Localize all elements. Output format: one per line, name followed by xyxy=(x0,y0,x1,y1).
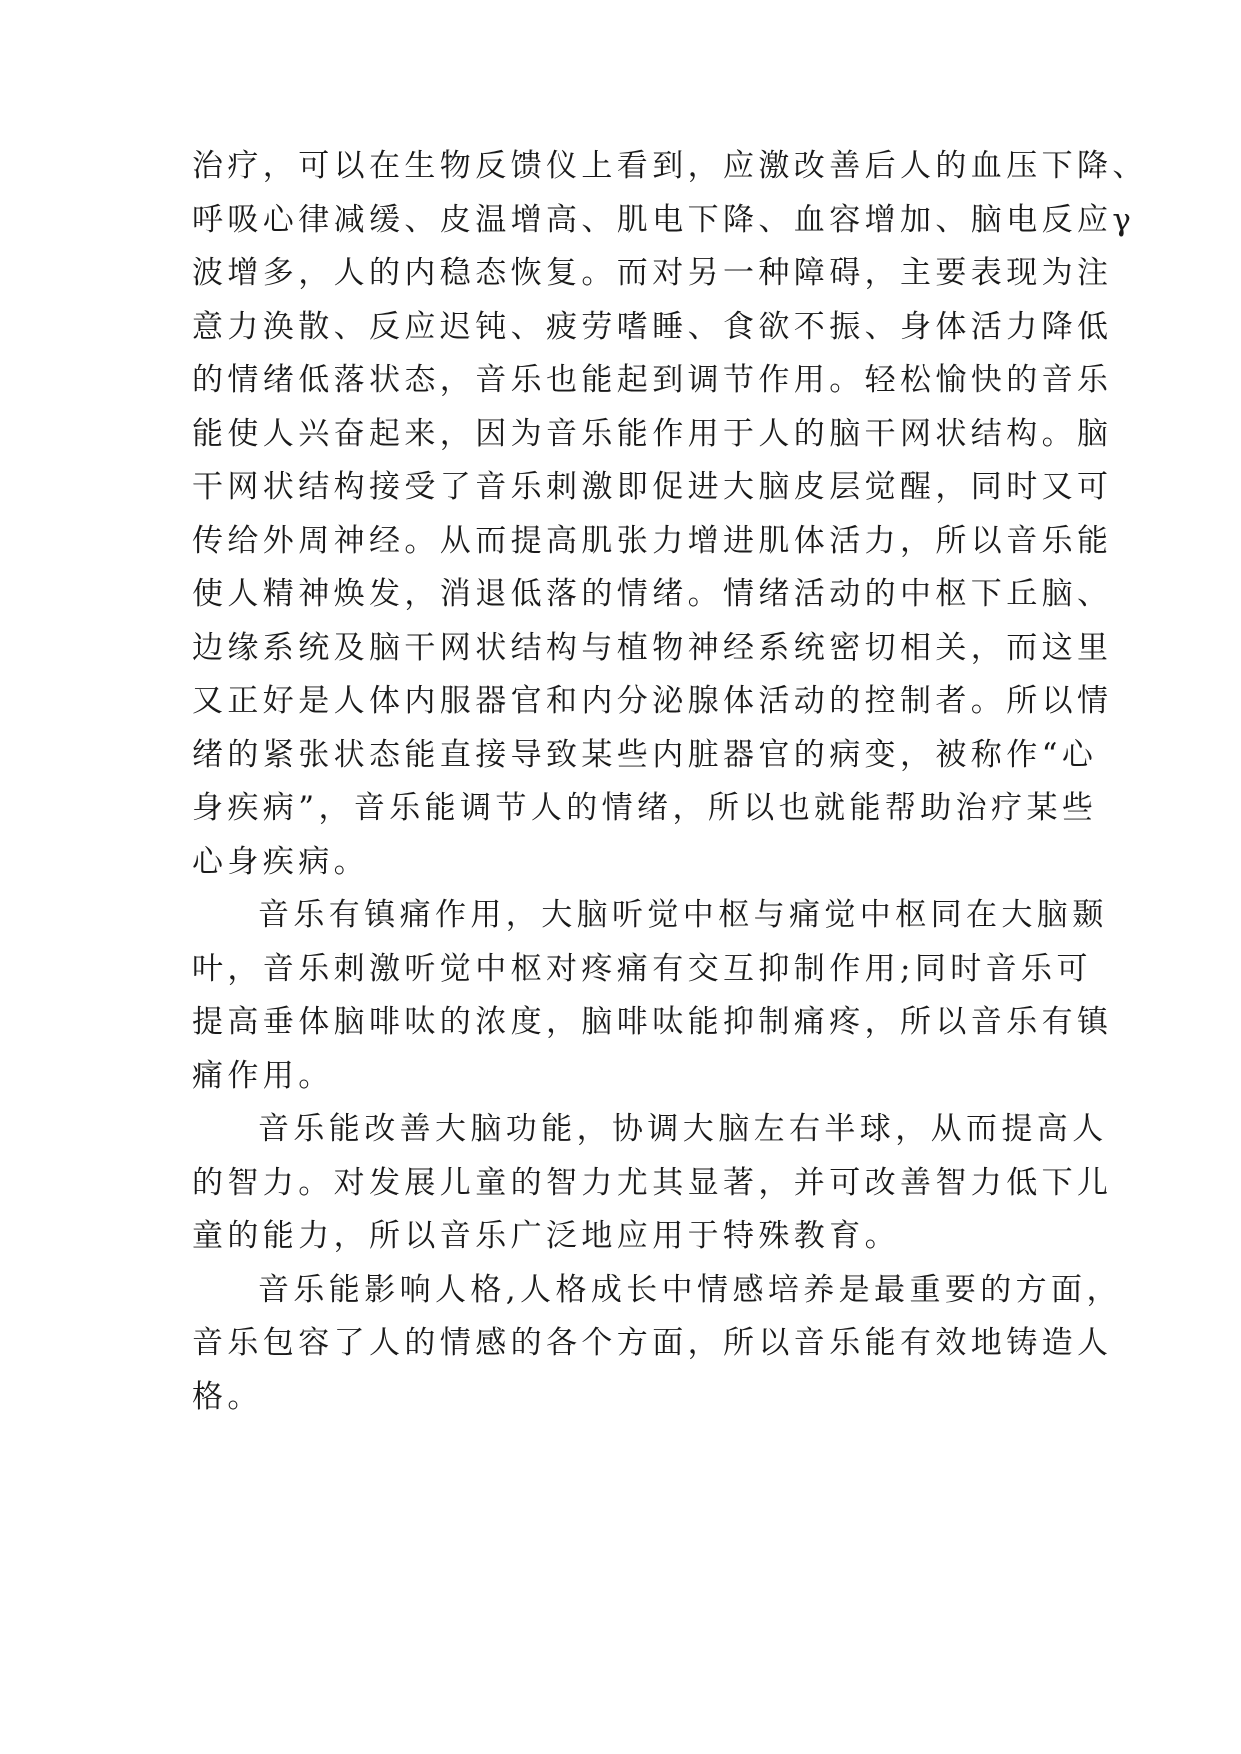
text-line: 痛作用。 xyxy=(192,1058,334,1094)
text-line: 又正好是人体内服器官和内分泌腺体活动的控制者。所以情 xyxy=(192,683,1113,719)
text-line: 提高垂体脑啡呔的浓度，脑啡呔能抑制痛疼，所以音乐有镇 xyxy=(192,1004,1113,1040)
text-line: 的智力。对发展儿童的智力尤其显著，并可改善智力低下儿 xyxy=(192,1165,1113,1201)
text-line: 童的能力，所以音乐广泛地应用于特殊教育。 xyxy=(192,1218,900,1254)
text-line: 格。 xyxy=(192,1379,263,1415)
text-line: 身疾病”，音乐能调节人的情绪，所以也就能帮助治疗某些 xyxy=(192,790,1098,826)
text-line: 音乐有镇痛作用，大脑听觉中枢与痛觉中枢同在大脑颞 xyxy=(258,897,1108,933)
text-line: 音乐包容了人的情感的各个方面，所以音乐能有效地铸造人 xyxy=(192,1325,1113,1361)
text-line: 心身疾病。 xyxy=(192,844,369,880)
text-line: 干网状结构接受了音乐刺激即促进大脑皮层觉醒，同时又可 xyxy=(192,469,1113,505)
text-line: 呼吸心律减缓、皮温增高、肌电下降、血容增加、脑电反应γ xyxy=(192,202,1136,238)
text-line: 使人精神焕发，消退低落的情绪。情绪活动的中枢下丘脑、 xyxy=(192,576,1113,612)
text-line: 音乐能影响人格,人格成长中情感培养是最重要的方面， xyxy=(258,1272,1122,1308)
text-line: 音乐能改善大脑功能，协调大脑左右半球，从而提高人 xyxy=(258,1111,1108,1147)
text-line: 能使人兴奋起来，因为音乐能作用于人的脑干网状结构。脑 xyxy=(192,416,1113,452)
text-line: 叶，音乐刺激听觉中枢对疼痛有交互抑制作用;同时音乐可 xyxy=(192,951,1092,987)
text-line: 边缘系统及脑干网状结构与植物神经系统密切相关，而这里 xyxy=(192,630,1113,666)
text-line: 治疗，可以在生物反馈仪上看到，应激改善后人的血压下降、 xyxy=(192,148,1148,184)
text-line: 传给外周神经。从而提高肌张力增进肌体活力，所以音乐能 xyxy=(192,523,1113,559)
text-line: 绪的紧张状态能直接导致某些内脏器官的病变，被称作“心 xyxy=(192,737,1098,773)
text-line: 波增多，人的内稳态恢复。而对另一种障碍，主要表现为注 xyxy=(192,255,1113,291)
text-line: 的情绪低落状态，音乐也能起到调节作用。轻松愉快的音乐 xyxy=(192,362,1113,398)
text-line: 意力涣散、反应迟钝、疲劳嗜睡、食欲不振、身体活力降低 xyxy=(192,309,1113,345)
